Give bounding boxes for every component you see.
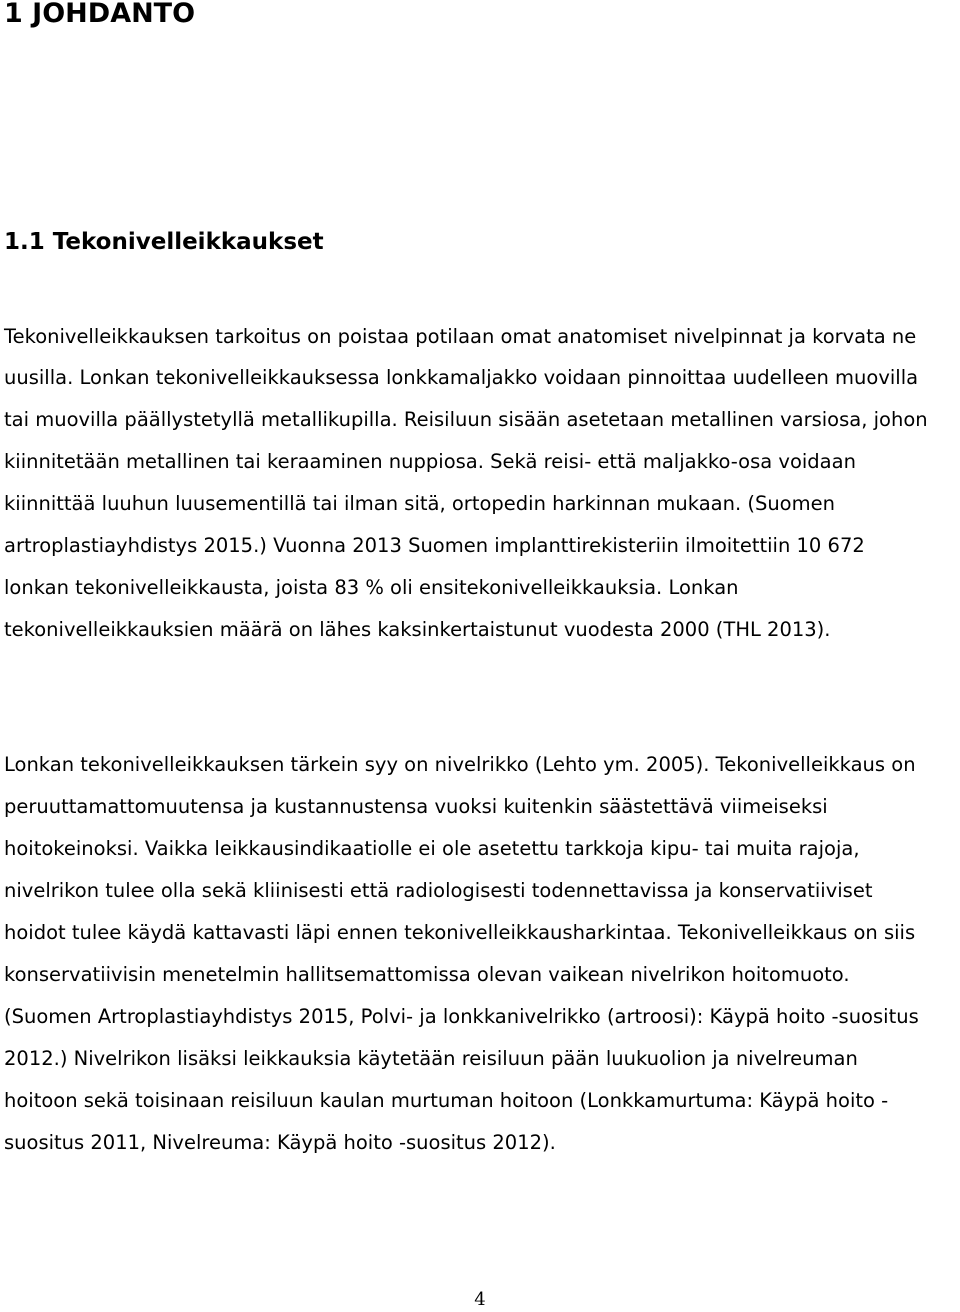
text-line: nivelrikon tulee olla sekä kliinisesti että radiologisesti todennettavissa ja konservatiiviset [4, 879, 873, 902]
text-line: Tekonivelleikkauksen tarkoitus on poistaa potilaan omat anatomiset nivelpinnat ja korvata ne [4, 325, 917, 348]
text-line: suositus 2011, Nivelreuma: Käypä hoito -suositus 2012). [4, 1131, 556, 1154]
page-number: 4 [474, 1289, 486, 1310]
text-line: hoitoon sekä toisinaan reisiluun kaulan murtuman hoitoon (Lonkkamurtuma: Käypä hoito - [4, 1089, 889, 1112]
text-line: uusilla. Lonkan tekonivelleikkauksessa lonkkamaljakko voidaan pinnoittaa uudelleen muovilla [4, 366, 919, 389]
text-line: lonkan tekonivelleikkausta, joista 83 % oli ensitekonivelleikkauksia. Lonkan [4, 576, 739, 599]
text-line: tekonivelleikkauksien määrä on lähes kaksinkertaistunut vuodesta 2000 (THL 2013). [4, 618, 831, 641]
chapter-heading: 1 JOHDANTO [4, 0, 196, 29]
text-line: 2012.) Nivelrikon lisäksi leikkauksia käytetään reisiluun pään luukuolion ja nivelreuman [4, 1047, 858, 1070]
text-line: tai muovilla päällystetyllä metallikupilla. Reisiluun sisään asetetaan metallinen varsiosa, johon [4, 408, 928, 431]
section-heading: 1.1 Tekonivelleikkaukset [4, 229, 324, 255]
text-line: hoidot tulee käydä kattavasti läpi ennen tekonivelleikkausharkintaa. Tekonivelleikkaus on siis [4, 921, 916, 944]
text-line: peruuttamattomuutensa ja kustannustensa vuoksi kuitenkin säästettävä viimeiseksi [4, 795, 828, 818]
text-line: konservatiivisin menetelmin hallitsemattomissa olevan vaikean nivelrikon hoitomuoto. [4, 963, 850, 986]
text-line: artroplastiayhdistys 2015.) Vuonna 2013 Suomen implanttirekisteriin ilmoitettiin 10 672 [4, 534, 865, 557]
text-line: Lonkan tekonivelleikkauksen tärkein syy on nivelrikko (Lehto ym. 2005). Tekonivelleikkaus on [4, 753, 916, 776]
text-line: hoitokeinoksi. Vaikka leikkausindikaatiolle ei ole asetettu tarkkoja kipu- tai muita rajoja, [4, 837, 860, 860]
text-line: (Suomen Artroplastiayhdistys 2015, Polvi- ja lonkkanivelrikko (artroosi): Käypä hoito -suositus [4, 1005, 919, 1028]
text-line: kiinnittää luuhun luusementillä tai ilman sitä, ortopedin harkinnan mukaan. (Suomen [4, 492, 835, 515]
text-line: kiinnitetään metallinen tai keraaminen nuppiosa. Sekä reisi- että maljakko-osa voidaan [4, 450, 856, 473]
